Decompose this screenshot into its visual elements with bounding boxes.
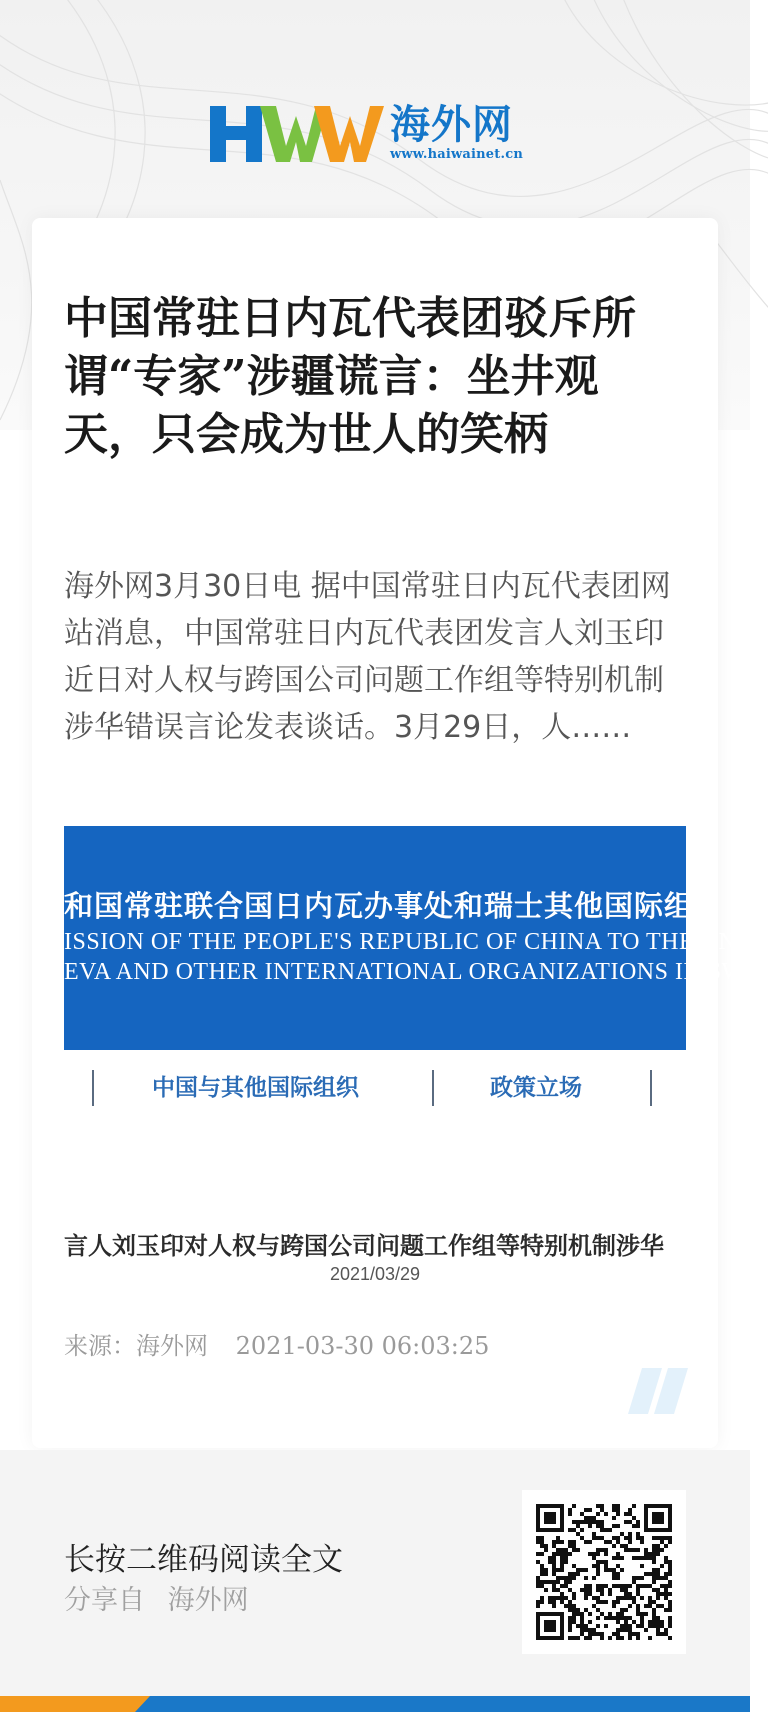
article-image[interactable] [64, 826, 768, 1296]
qr-read-prompt: 长按二维码阅读全文 [64, 1542, 343, 1578]
share-source [64, 1578, 249, 1617]
image-caption: 言人刘玉印对人权与跨国公司问题工作组等特别机制涉华 [64, 1231, 664, 1260]
bottom-bar-accent [0, 1696, 150, 1712]
banner-cn-text: 和国常驻联合国日内瓦办事处和瑞士其他国际组 [64, 889, 695, 923]
image-nav-bar [64, 1058, 686, 1118]
logo-url: www.haiwainet.cn [390, 147, 523, 162]
publish-datetime: 2021-03-30 06:03:25 [235, 1332, 490, 1360]
logo-cn-name: 海外网 [390, 101, 513, 148]
qr-code-icon[interactable] [522, 1490, 686, 1654]
article-meta [64, 1326, 489, 1361]
bottom-color-bar [0, 1696, 750, 1712]
nav-item-international-orgs: 中国与其他国际组织 [152, 1074, 359, 1101]
hww-logo-mark [210, 102, 384, 164]
nav-separator [92, 1070, 94, 1106]
share-footer [0, 1450, 750, 1696]
share-prefix: 分享自 [64, 1585, 145, 1616]
image-date: 2021/03/29 [329, 1264, 421, 1284]
logo-text [390, 103, 523, 163]
quote-mark-icon [628, 1368, 688, 1414]
share-source-name: 海外网 [167, 1585, 249, 1616]
nav-item-policy-position: 政策立场 [490, 1074, 582, 1101]
article-summary: 海外网3月30日电 据中国常驻日内瓦代表团网站消息，中国常驻日内瓦代表团发言人刘玉印近日对人权与跨国公司问题工作组等特别机制涉华错误言论发表谈话。3月29日，人…… [64, 569, 671, 745]
nav-separator [432, 1070, 434, 1106]
article-title: 中国常驻日内瓦代表团驳斥所谓“专家”涉疆谎言：坐井观天，只会成为世人的笑柄 [64, 293, 636, 460]
banner-en-text-2: EVA AND OTHER INTERNATIONAL ORGANIZATIONS IN SWIT [64, 959, 768, 985]
banner-en-text-1: ISSION OF THE PEOPLE'S REPUBLIC OF CHINA TO THE UNI [64, 929, 745, 955]
source-label: 来源：海外网 [64, 1332, 208, 1360]
mission-banner [64, 826, 768, 1050]
nav-separator [650, 1070, 652, 1106]
haiwainet-logo[interactable] [210, 100, 540, 166]
